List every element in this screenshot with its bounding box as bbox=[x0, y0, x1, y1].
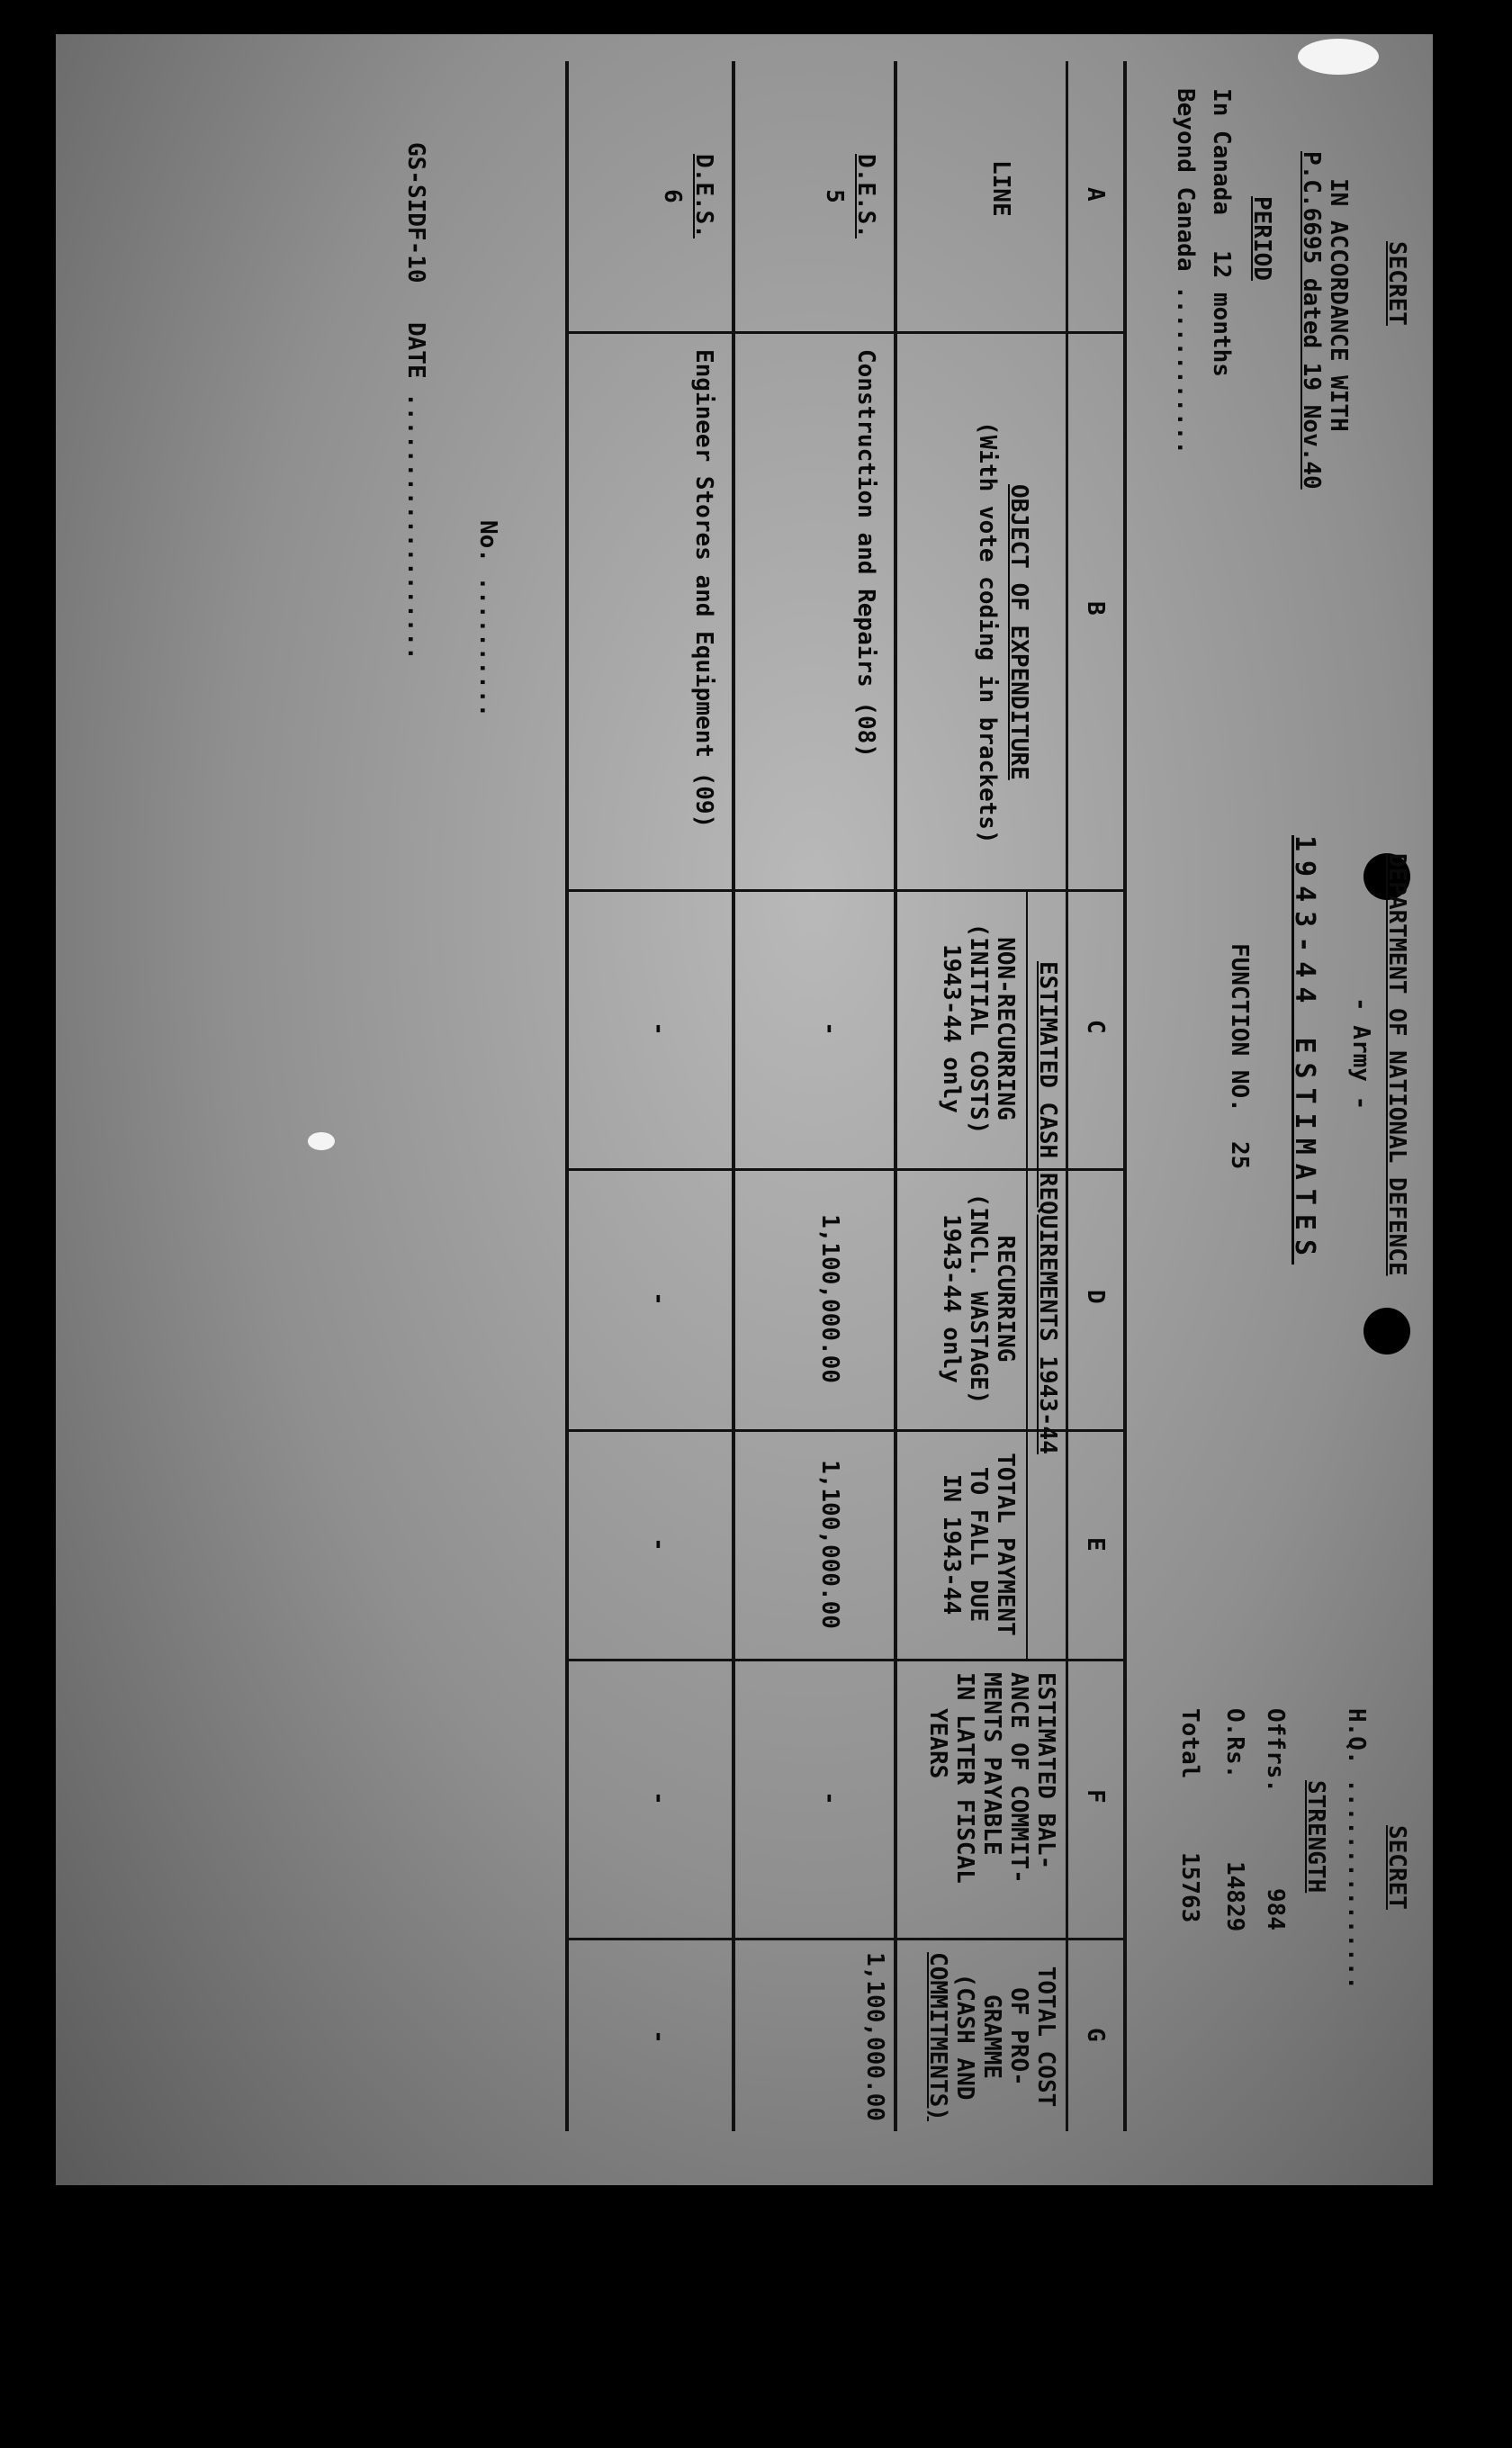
row-1-col-g: 1,100,000.00 bbox=[861, 1952, 888, 2121]
col-letter-e: E bbox=[1082, 1537, 1109, 1552]
col-letter-c: C bbox=[1082, 1020, 1109, 1034]
total-label: Total bbox=[1176, 1708, 1203, 1779]
footer-form-code: GS-SIDF-10 bbox=[402, 142, 429, 284]
offrs-value: 984 bbox=[1262, 1888, 1289, 1930]
col-letter-b: B bbox=[1082, 601, 1109, 616]
hq-line: H.Q. ............... bbox=[1343, 1708, 1370, 1991]
table-line bbox=[569, 1659, 1127, 1661]
secret-right: SECRET bbox=[1383, 1825, 1410, 1910]
accordance-line-1: IN ACCORDANCE WITH bbox=[1325, 178, 1352, 432]
col-letter-f: F bbox=[1082, 1789, 1109, 1804]
header-col-f-3: MENTS PAYABLE bbox=[978, 1672, 1005, 1856]
header-col-g-3: GRAMME bbox=[978, 1994, 1005, 2079]
header-col-f-4: IN LATER FISCAL bbox=[951, 1672, 978, 1884]
row-2-object: Engineer Stores and Equipment (09) bbox=[690, 349, 717, 829]
header-col-c-2: (INITIAL COSTS) bbox=[965, 922, 992, 1135]
row-2-line-code: D.E.S. bbox=[690, 154, 717, 238]
row-2-col-f: - bbox=[645, 1791, 672, 1805]
header-col-g-5: COMMITMENTS) bbox=[924, 1952, 951, 2121]
beyond-canada: Beyond Canada ............ bbox=[1172, 88, 1199, 454]
header-col-f-5: YEARS bbox=[924, 1708, 951, 1779]
row-1-line-code: D.E.S. bbox=[852, 154, 879, 238]
row-1-col-c: - bbox=[816, 1022, 843, 1036]
header-col-c-3: 1943-44 only bbox=[938, 944, 965, 1113]
footer-date: DATE ................... bbox=[402, 322, 429, 661]
document-paper bbox=[56, 34, 1433, 2185]
in-canada-value: 12 months bbox=[1208, 250, 1235, 377]
header-col-g-2: OF PRO- bbox=[1005, 1987, 1032, 2086]
punch-hole bbox=[1364, 1308, 1410, 1354]
table-line bbox=[565, 61, 569, 2131]
row-2-col-g: - bbox=[645, 2030, 672, 2044]
header-line: LINE bbox=[987, 160, 1014, 217]
header-object: OBJECT OF EXPENDITURE bbox=[1005, 484, 1032, 780]
header-col-f-2: ANCE OF COMMIT- bbox=[1005, 1672, 1032, 1884]
header-col-d-3: 1943-44 only bbox=[938, 1214, 965, 1383]
table-line bbox=[569, 1938, 1127, 1940]
department-title: DEPARTMENT OF NATIONAL DEFENCE bbox=[1383, 853, 1410, 1276]
row-2-col-c: - bbox=[645, 1022, 672, 1036]
secret-left: SECRET bbox=[1383, 241, 1410, 326]
footer-number: No. .......... bbox=[474, 520, 501, 718]
ors-value: 14829 bbox=[1221, 1861, 1248, 1932]
rotated-sheet bbox=[78, 61, 1428, 2158]
header-col-c-1: NON-RECURRING bbox=[992, 937, 1019, 1120]
strength-label: STRENGTH bbox=[1302, 1780, 1329, 1894]
accordance-line-2: P.C.6695 dated 19 Nov.40 bbox=[1298, 151, 1325, 490]
col-letter-a: A bbox=[1082, 187, 1109, 202]
row-1-object: Construction and Repairs (08) bbox=[852, 349, 879, 758]
header-col-f-1: ESTIMATED BAL- bbox=[1032, 1672, 1059, 1870]
header-col-d-2: (INCL. WASTAGE) bbox=[965, 1192, 992, 1405]
army-subtitle: - Army - bbox=[1347, 997, 1374, 1111]
function-number: 25 bbox=[1226, 1141, 1253, 1170]
estimates-title: 1943-44 ESTIMATES bbox=[1289, 835, 1320, 1265]
table-line bbox=[732, 61, 735, 2131]
header-cash-requirements: ESTIMATED CASH REQUIREMENTS 1943-44 bbox=[1034, 961, 1061, 1454]
header-col-e-3: IN 1943-44 bbox=[938, 1473, 965, 1616]
table-line bbox=[569, 331, 1127, 334]
row-1-col-d: 1,100,000.00 bbox=[816, 1214, 843, 1383]
total-value: 15763 bbox=[1176, 1852, 1203, 1923]
table-line bbox=[1026, 889, 1028, 1659]
table-line bbox=[1066, 61, 1068, 2131]
period-label: PERIOD bbox=[1248, 196, 1275, 281]
row-2-line-number: 6 bbox=[659, 189, 686, 203]
header-col-g-1: TOTAL COST bbox=[1032, 1966, 1059, 2108]
table-line bbox=[894, 61, 897, 2131]
header-col-g-4: (CASH AND bbox=[951, 1973, 978, 2101]
header-object-note: (With vote coding in brackets) bbox=[974, 421, 1001, 844]
col-letter-g: G bbox=[1082, 2028, 1109, 2042]
row-1-col-f: - bbox=[816, 1791, 843, 1805]
offrs-label: Offrs. bbox=[1262, 1708, 1289, 1793]
row-2-col-d: - bbox=[645, 1292, 672, 1306]
function-label: FUNCTION NO. bbox=[1226, 943, 1253, 1112]
row-1-line-number: 5 bbox=[821, 189, 848, 203]
table-line bbox=[1123, 61, 1127, 2131]
header-col-d-1: RECURRING bbox=[992, 1235, 1019, 1363]
header-col-e-1: TOTAL PAYMENT bbox=[992, 1453, 1019, 1636]
header-col-e-2: TO FALL DUE bbox=[965, 1466, 992, 1623]
ors-label: O.Rs. bbox=[1221, 1708, 1248, 1779]
in-canada-label: In Canada bbox=[1208, 88, 1235, 215]
table-line bbox=[569, 889, 1127, 892]
row-2-col-e: - bbox=[645, 1537, 672, 1552]
row-1-col-e: 1,100,000.00 bbox=[816, 1460, 843, 1629]
col-letter-d: D bbox=[1082, 1290, 1109, 1304]
